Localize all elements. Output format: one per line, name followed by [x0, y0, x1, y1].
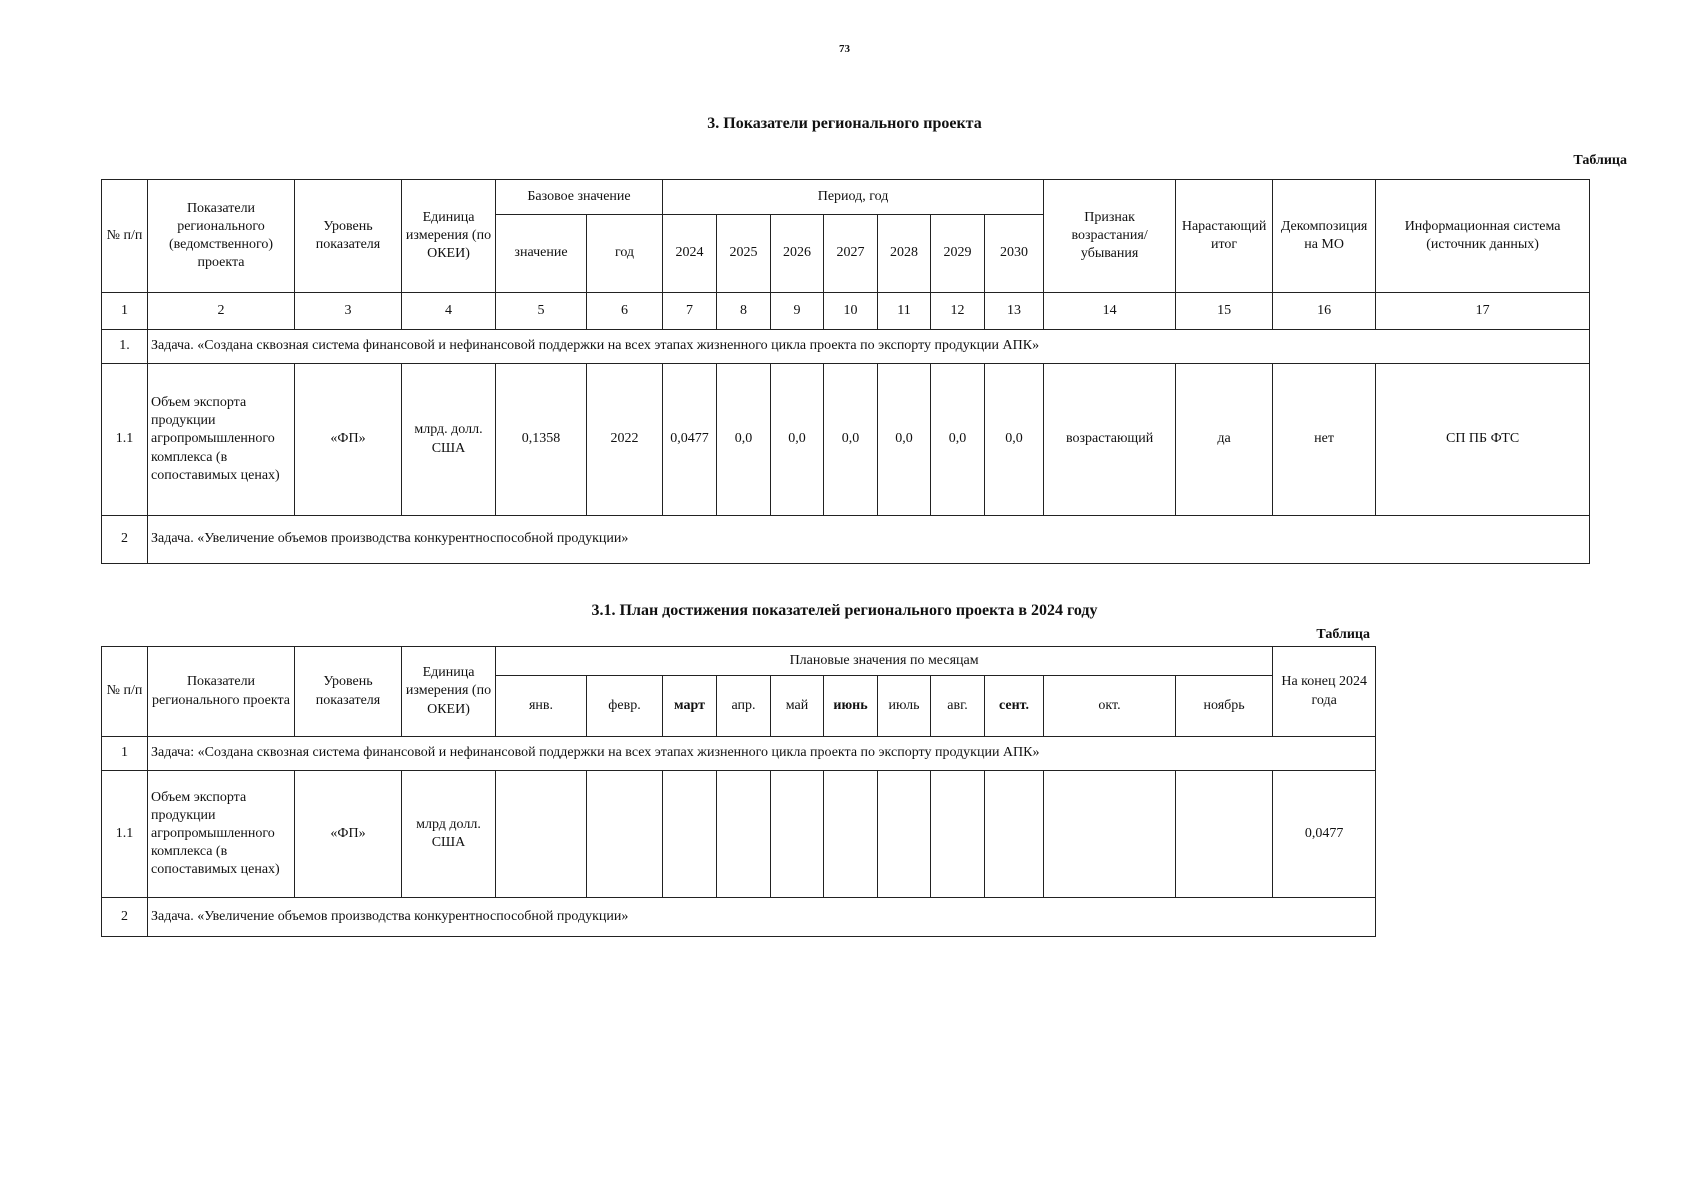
task-row-support: Задача. «Создана сквозная система финансовой и нефинансовой поддержки на всех этапах жизненного цикла проекта по экспорту продукции АПК» [148, 330, 1590, 364]
indicator-name: Объем экспорта продукции агропромышленного комплекса (в сопоставимых ценах) [148, 364, 295, 516]
header-base-year: год [587, 215, 663, 293]
indicator-unit: млрд. долл. США [402, 364, 496, 516]
task-number: 1. [102, 330, 148, 364]
column-number: 3 [295, 293, 402, 330]
header-monthly-values: Плановые значения по месяцам [496, 647, 1273, 676]
indicators-table [101, 179, 1590, 564]
month-value [931, 771, 985, 898]
column-number: 8 [717, 293, 771, 330]
column-number: 10 [824, 293, 878, 330]
header-year: 2026 [771, 215, 824, 293]
section-title-plan-2024: 3.1. План достижения показателей регионального проекта в 2024 году [591, 602, 1098, 619]
header-year: 2029 [931, 215, 985, 293]
section-title-indicators: 3. Показатели регионального проекта [707, 115, 982, 132]
header-year: 2030 [985, 215, 1044, 293]
header-month: янв. [496, 676, 587, 737]
header-base-value: Базовое значение [496, 180, 663, 215]
task-number: 2 [102, 898, 148, 937]
column-number: 17 [1376, 293, 1590, 330]
header-level: Уровень показателя [295, 647, 402, 737]
row-number: 1.1 [102, 364, 148, 516]
task-number: 1 [102, 737, 148, 771]
month-value [771, 771, 824, 898]
period-value: 0,0 [824, 364, 878, 516]
header-year: 2025 [717, 215, 771, 293]
period-value: 0,0 [985, 364, 1044, 516]
column-number: 7 [663, 293, 717, 330]
header-num: № п/п [102, 180, 148, 293]
header-month: апр. [717, 676, 771, 737]
column-number: 15 [1176, 293, 1273, 330]
header-infosystem: Информационная система (источник данных) [1376, 180, 1590, 293]
header-year-end: На конец 2024 года [1273, 647, 1376, 737]
indicator-unit: млрд долл. США [402, 771, 496, 898]
column-number: 12 [931, 293, 985, 330]
page-number: 73 [839, 43, 850, 55]
month-value [587, 771, 663, 898]
header-indicator: Показатели регионального проекта [148, 647, 295, 737]
month-value [663, 771, 717, 898]
column-number: 16 [1273, 293, 1376, 330]
decomposition-flag: нет [1273, 364, 1376, 516]
header-month: окт. [1044, 676, 1176, 737]
base-value: 0,1358 [496, 364, 587, 516]
month-value [496, 771, 587, 898]
header-unit: Единица измерения (по ОКЕИ) [402, 180, 496, 293]
task-number: 2 [102, 516, 148, 564]
monthly-plan-table [101, 646, 1376, 937]
column-number: 2 [148, 293, 295, 330]
month-value [1044, 771, 1176, 898]
year-end-value: 0,0477 [1273, 771, 1376, 898]
header-year: 2027 [824, 215, 878, 293]
column-number: 14 [1044, 293, 1176, 330]
header-cumulative: Нарастающий итог [1176, 180, 1273, 293]
month-value [985, 771, 1044, 898]
indicator-level: «ФП» [295, 771, 402, 898]
month-value [878, 771, 931, 898]
column-number: 4 [402, 293, 496, 330]
column-number: 11 [878, 293, 931, 330]
header-month: февр. [587, 676, 663, 737]
cumulative-flag: да [1176, 364, 1273, 516]
header-base-value-sub: значение [496, 215, 587, 293]
period-value: 0,0 [931, 364, 985, 516]
period-value: 0,0 [717, 364, 771, 516]
header-year: 2024 [663, 215, 717, 293]
table-label: Таблица [1316, 627, 1370, 642]
header-month: сент. [985, 676, 1044, 737]
header-indicator: Показатели регионального (ведомственного) проекта [148, 180, 295, 293]
period-value: 0,0 [878, 364, 931, 516]
header-month: март [663, 676, 717, 737]
table-label: Таблица [1573, 153, 1627, 168]
column-number: 9 [771, 293, 824, 330]
trend-sign: возрастающий [1044, 364, 1176, 516]
base-year: 2022 [587, 364, 663, 516]
task-row-production: Задача. «Увеличение объемов производства конкурентноспособной продукции» [148, 898, 1376, 937]
header-sign: Признак возрастания/убывания [1044, 180, 1176, 293]
indicator-name: Объем экспорта продукции агропромышленного комплекса (в сопоставимых ценах) [148, 771, 295, 898]
header-period: Период, год [663, 180, 1044, 215]
month-value [717, 771, 771, 898]
indicator-level: «ФП» [295, 364, 402, 516]
info-system: СП ПБ ФТС [1376, 364, 1590, 516]
column-number: 6 [587, 293, 663, 330]
header-month: май [771, 676, 824, 737]
header-month: июнь [824, 676, 878, 737]
header-num: № п/п [102, 647, 148, 737]
task-row-production: Задача. «Увеличение объемов производства конкурентноспособной продукции» [148, 516, 1590, 564]
header-level: Уровень показателя [295, 180, 402, 293]
row-number: 1.1 [102, 771, 148, 898]
column-number: 13 [985, 293, 1044, 330]
header-year: 2028 [878, 215, 931, 293]
header-unit: Единица измерения (по ОКЕИ) [402, 647, 496, 737]
task-row-support: Задача: «Создана сквозная система финансовой и нефинансовой поддержки на всех этапах жизненного цикла проекта по экспорту продукции АПК» [148, 737, 1376, 771]
header-month: июль [878, 676, 931, 737]
column-number: 5 [496, 293, 587, 330]
header-month: авг. [931, 676, 985, 737]
header-decomposition: Декомпозиция на МО [1273, 180, 1376, 293]
month-value [824, 771, 878, 898]
period-value: 0,0 [771, 364, 824, 516]
header-month: ноябрь [1176, 676, 1273, 737]
month-value [1176, 771, 1273, 898]
column-number: 1 [102, 293, 148, 330]
period-value: 0,0477 [663, 364, 717, 516]
